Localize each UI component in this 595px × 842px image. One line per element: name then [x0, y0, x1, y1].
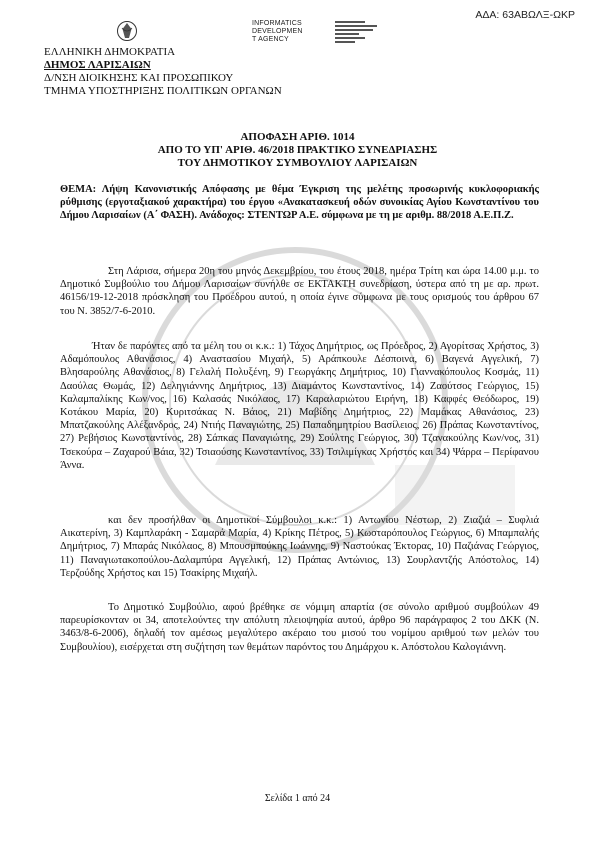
minutes-reference: ΑΠΟ ΤΟ ΥΠ' ΑΡΙΘ. 46/2018 ΠΡΑΚΤΙΚΟ ΣΥΝΕΔΡΙΑΣΗΣ	[157, 144, 438, 156]
council-name: ΤΟΥ ΔΗΜΟΤΙΚΟΥ ΣΥΜΒΟΥΛΙΟΥ ΛΑΡΙΣΑΙΩΝ	[177, 157, 418, 169]
present-members-paragraph: Ήταν δε παρόντες από τα μέλη του οι κ.κ.: 1) Τάχος Δημήτριος, ως Πρόεδρος, 2) Αγορίτσας Χρήστος, 3) Αδαμόπουλος Αθανάσιος, 4) Αναστασίου Μιχαήλ, 5) Αράπκουλε Δέσποινα, 6) Βαγενά Αγγελική, 7) Βλησαρούλης Αθανάσιος, 8) Γελαλή Πολυξένη, 9) Γεωργάκης Δημήτριος, 10) Γιαννακόπουλος Κοσμάς, 11) Δαούλας Θωμάς, 12) Δεληγιάννης Δημήτριος, 13) Διαμάντος Κωνσταντίνος, 14) Ζαούτσος Γεώργιος, 15) Καλαμπαλίκης Κων/νος, 16) Καλασάς Νικόλαος, 17) Καραλαριώτου Ειρήνη, 18) Καφφές Θεόδωρος, 19) Κοτάκου Μαρία, 20) Κυριτσάκας Ν. Βάιος, 21) Μαβίδης Δημήτριος, 22) Μαμάκας Αθανάσιος, 23) Μπατζακούλης Αλέξανδρος, 24) Ντιής Παναγιώτης, 25) Παπαδημητρίου Βασίλειος, 26) Πράπας Κωνσταντίνος, 27) Ρεβήσιος Κωνσταντίνος, 28) Σάπκας Παναγιώτης, 29) Σούλτης Γεώργιος, 30) Τζανακούλης Κων/νος, 31) Τσεκούρα – Ζαχαρού Βάια, 32) Τσιαούσης Κωνσταντίνος, 33) Τσιλιμίγκας Χρήστος και 34) Ψάρρα – Περίφανου Άννα.	[60, 341, 539, 471]
issuer-header	[44, 46, 282, 98]
header-municipality: ΔΗΜΟΣ ΛΑΡΙΣΑΙΩΝ	[44, 59, 151, 71]
absent-members-paragraph: και δεν προσήλθαν οι Δημοτικοί Σύμβουλοι κ.κ.: 1) Αντωνίου Νέστωρ, 2) Ζιαζιά – Συφλιά Αικατερίνη, 3) Καμπλαράκη - Σαμαρά Μαρία, 4) Κρίκης Πέτρος, 5) Κωσταρόπουλος Γεώργιος, 6) Μπαμπαλής Δημήτριος, 7) Μπαράς Νικόλαος, 8) Μπουσμπούκης Ιωάννης, 9) Ναστούκας Έκτορας, 10) Παζιάνας Γεώργιος, 11) Παναγιωτακοπούλου-Δαλαμπύρα Αγγελική, 12) Πράπας Αντώνιος, 13) Σουρλαντζής Απόστολος, 14) Τερζούδης Χρήστος και 15) Τσακίρης Μιχαήλ.	[60, 515, 539, 579]
header-department: ΤΜΗΜΑ ΥΠΟΣΤΗΡΙΞΗΣ ΠΟΛΙΤΙΚΩΝ ΟΡΓΑΝΩΝ	[44, 85, 282, 97]
logo-line-2: DEVELOPMEN	[252, 28, 303, 35]
header-directorate: Δ/ΝΣΗ ΔΙΟΙΚΗΣΗΣ ΚΑΙ ΠΡΟΣΩΠΙΚΟΥ	[44, 72, 234, 84]
header-republic: ΕΛΛΗΝΙΚΗ ΔΗΜΟΚΡΑΤΙΑ	[44, 46, 176, 58]
meeting-details-paragraph: Στη Λάρισα, σήμερα 20η του μηνός Δεκεμβρίου, του έτους 2018, ημέρα Τρίτη και ώρα 14.00 μ.μ. το Δημοτικό Συμβούλιο του Δήμου Λαρισαίων συνήλθε σε ΕΚΤΑΚΤΗ συνεδρίαση, ύστερα από τη με αρ. πρωτ. 46156/19-12-2018 πρόσκληση του Προέδρου αυτού, η οποία έγινε σύμφωνα με τους ορισμούς του άρθρου 67 του Ν. 3852/7-6-2010.	[60, 266, 539, 317]
quorum-paragraph: Το Δημοτικό Συμβούλιο, αφού βρέθηκε σε νόμιμη απαρτία (σε σύνολο αριθμού συμβούλων 49 παρευρίσκονταν οι 34, αποτελούντες την απόλυτη πλειοψηφία αυτού, άρθρο 96 παράγραφος 2 του ΔΚΚ (Ν. 3463/8-6-2006), δηλαδή τον αμέσως μεγαλύτερο ακέραιο του μισού του νομίμου αριθμού των μελών του Συμβουλίου), εισέρχεται στη συζήτηση των θεμάτων παρόντος του Δημάρχου κ. Απόστολου Καλογιάννη.	[60, 602, 539, 653]
page-number: Σελίδα 1 από 24	[264, 793, 331, 804]
greek-emblem-icon	[116, 20, 138, 42]
logo-line-1: INFORMATICS	[252, 20, 302, 27]
subject-paragraph: ΘΕΜΑ: Λήψη Κανονιστικής Απόφασης με θέμα Έγκριση της μελέτης προσωρινής κυκλοφοριακής ρύθμισης (εργοταξιακού χαρακτήρα) του έργου «Ανακατασκευή οδών συνοικίας Αγίου Κωνσταντίνου του Δήμου Λαρισαίων (Α΄ ΦΑΣΗ). Ανάδοχος: ΣΤΕΝΤΩΡ Α.Ε. σύμφωνα με τη με αριθμ. 88/2018 Α.Ε.Π.Ζ.	[60, 184, 539, 221]
ada-code: ΑΔΑ: 63ΑΒΩΛΞ-ΩΚΡ	[475, 9, 575, 21]
decision-title	[60, 131, 535, 170]
decision-number: ΑΠΟΦΑΣΗ ΑΡΙΘ. 1014	[240, 131, 355, 143]
logo-decoration	[335, 21, 385, 45]
logo-line-3: T AGENCY	[252, 36, 289, 43]
